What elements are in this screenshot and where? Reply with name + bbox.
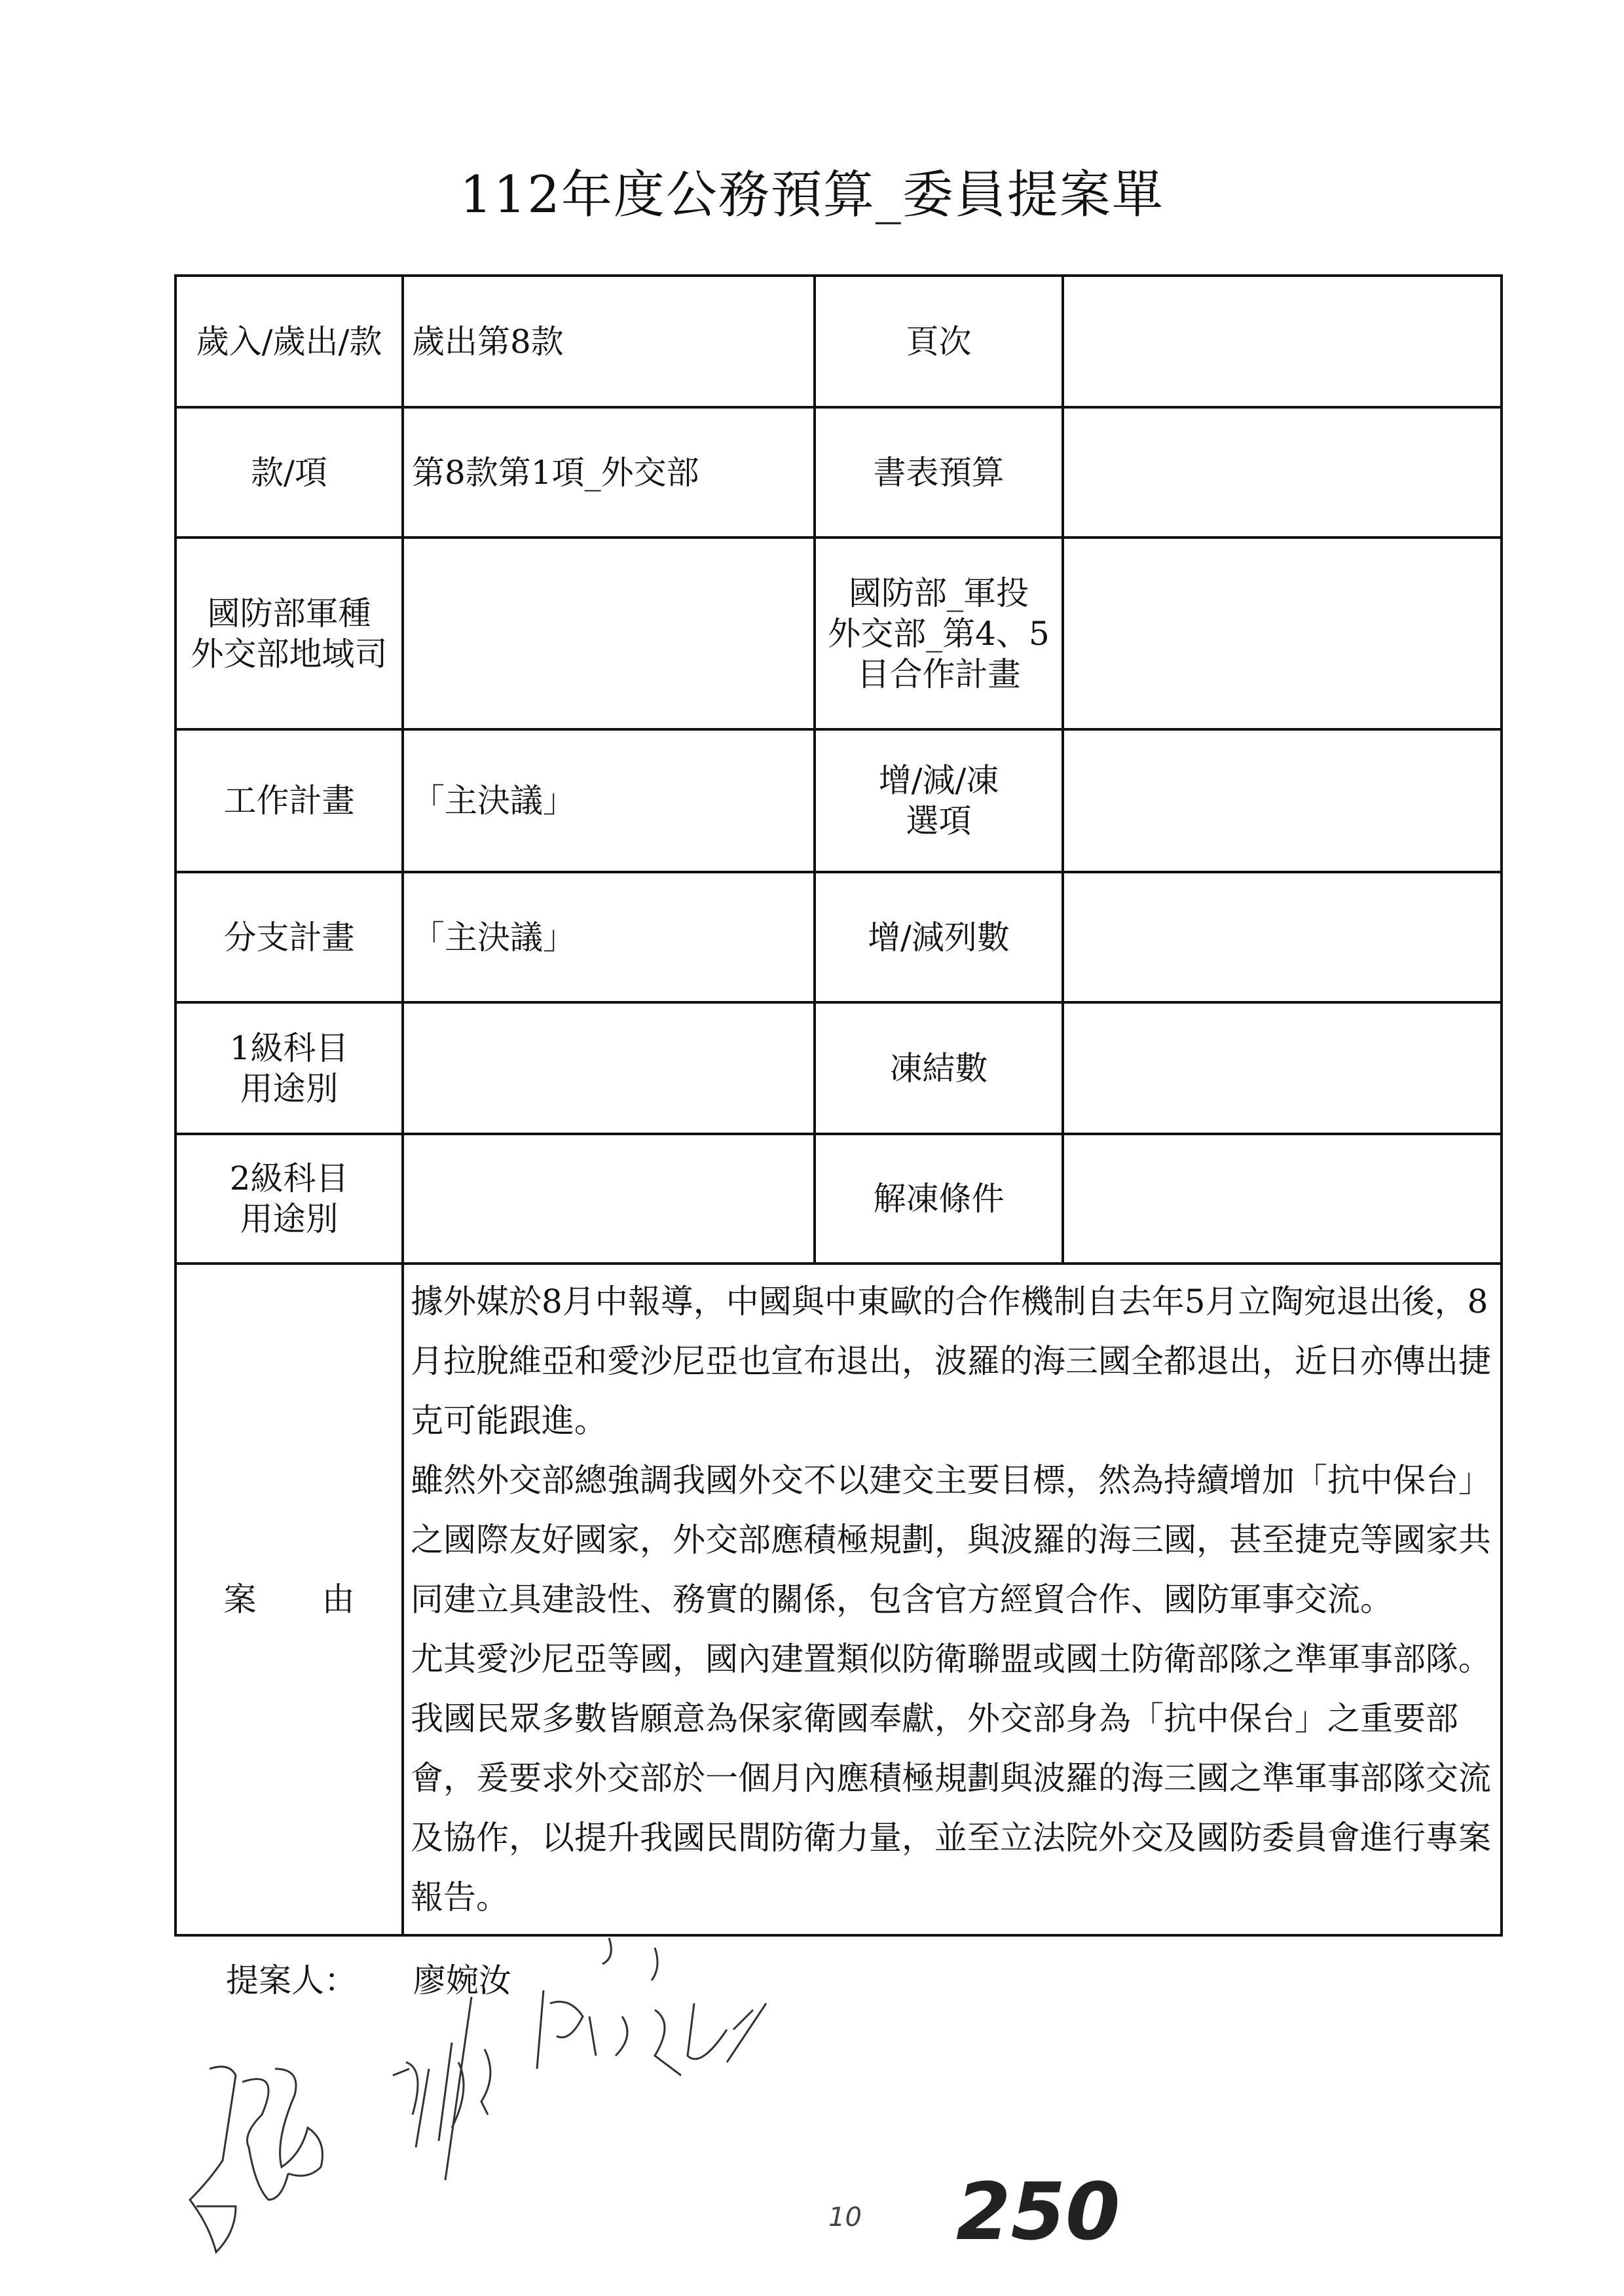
form-row <box>175 1002 1502 1134</box>
field-label: 國防部軍種 外交部地域司 <box>175 538 403 729</box>
handwritten-number: 250 <box>956 2167 1120 2258</box>
field-value[interactable]: 第8款第1項_外交部 <box>403 407 815 538</box>
reason-text <box>403 1264 1502 1935</box>
field-value[interactable] <box>403 538 815 729</box>
field-label: 款/項 <box>175 407 403 538</box>
signature-3 <box>393 1997 490 2180</box>
field-label: 頁次 <box>815 276 1063 407</box>
field-value[interactable] <box>1063 872 1502 1002</box>
form-row <box>175 407 1502 538</box>
reason-paragraph: 據外媒於8月中報導，中國與中東歐的合作機制自去年5月立陶宛退出後，8月拉脫維亞和愛沙尼亞也宣布退出，波羅的海三國全都退出，近日亦傳出捷克可能跟進。 <box>411 1282 1491 1440</box>
page-title: 112年度公務預算_委員提案單 <box>460 166 1164 225</box>
field-value[interactable] <box>403 1134 815 1264</box>
field-value[interactable] <box>403 1002 815 1134</box>
form-row <box>175 872 1502 1002</box>
field-label: 國防部_軍投 外交部_第4、5 目合作計畫 <box>815 538 1063 729</box>
proposer-line <box>226 1954 557 2001</box>
field-value[interactable]: 「主決議」 <box>403 729 815 872</box>
field-label: 增/減/凍 選項 <box>815 729 1063 872</box>
field-label: 2級科目 用途別 <box>175 1134 403 1264</box>
field-label: 歲入/歲出/款 <box>175 276 403 407</box>
handwritten-note-small: 10 <box>828 2202 862 2232</box>
reason-row <box>175 1264 1502 1935</box>
form-row <box>175 276 1502 407</box>
signature-1 <box>537 1938 766 2075</box>
form-row <box>175 729 1502 872</box>
proposer-name: 廖婉汝 <box>413 1961 511 1999</box>
signature-2 <box>190 2067 323 2252</box>
field-label: 增/減列數 <box>815 872 1063 1002</box>
field-value[interactable] <box>1063 1002 1502 1134</box>
field-label: 解凍條件 <box>815 1134 1063 1264</box>
reason-paragraph: 雖然外交部總強調我國外交不以建交主要目標，然為持續增加「抗中保台」之國際友好國家，外交部應積極規劃，與波羅的海三國，甚至捷克等國家共同建立具建設性、務實的關係，包含官方經貿合作、國防軍事交流。 <box>411 1461 1491 1618</box>
proposer-label: 提案人： <box>226 1961 357 1999</box>
field-value[interactable]: 「主決議」 <box>403 872 815 1002</box>
form-row <box>175 538 1502 729</box>
field-label: 工作計畫 <box>175 729 403 872</box>
field-value[interactable] <box>1063 538 1502 729</box>
field-value[interactable] <box>1063 407 1502 538</box>
field-value[interactable] <box>1063 276 1502 407</box>
proposal-form-table <box>174 274 1503 1937</box>
field-value[interactable] <box>1063 729 1502 872</box>
field-value[interactable]: 歲出第8款 <box>403 276 815 407</box>
field-label: 分支計畫 <box>175 872 403 1002</box>
field-label: 凍結數 <box>815 1002 1063 1134</box>
form-row <box>175 1134 1502 1264</box>
field-label: 書表預算 <box>815 407 1063 538</box>
reason-label: 案 由 <box>175 1264 403 1935</box>
field-label: 1級科目 用途別 <box>175 1002 403 1134</box>
field-value[interactable] <box>1063 1134 1502 1264</box>
reason-paragraph: 尤其愛沙尼亞等國，國內建置類似防衛聯盟或國土防衛部隊之準軍事部隊。我國民眾多數皆願意為保家衛國奉獻，外交部身為「抗中保台」之重要部會，爰要求外交部於一個月內應積極規劃與波羅的海三國之準軍事部隊交流及協作，以提升我國民間防衛力量，並至立法院外交及國防委員會進行專案報告。 <box>411 1639 1491 1916</box>
